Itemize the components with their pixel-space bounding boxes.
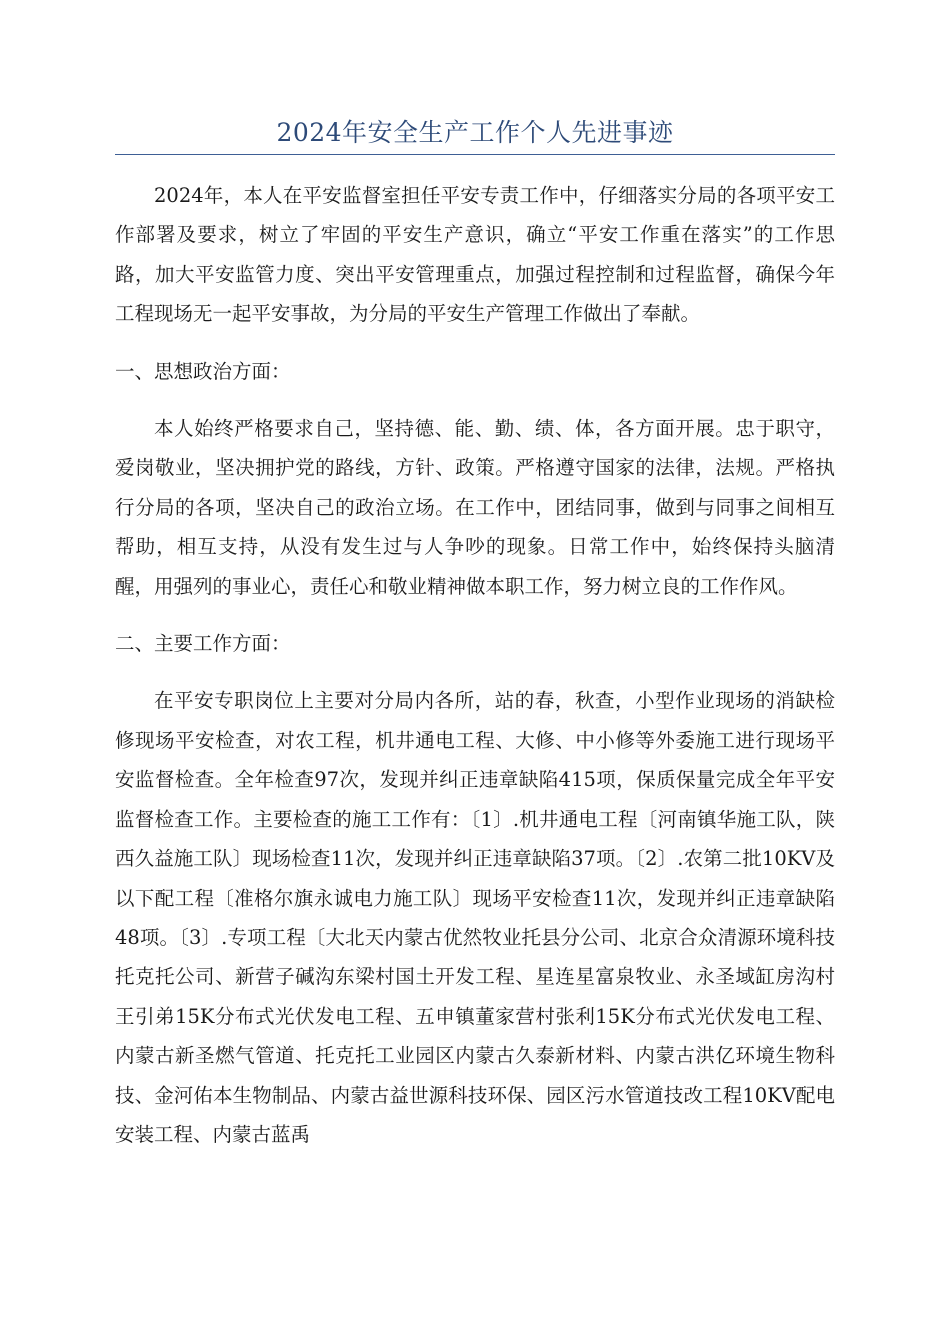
intro-paragraph: 2024年，本人在平安监督室担任平安专责工作中，仔细落实分局的各项平安工作部署及要求，树立了牢固的平安生产意识，确立“平安工作重在落实”的工作思路，加大平安监管力度、突出平安管理重点，加强过程控制和过程监督，确保今年工程现场无一起平安事故，为分局的平安生产管理工作做出了奉献。	[115, 184, 835, 326]
paragraph-gap	[115, 663, 835, 681]
section1-heading: 一、思想政治方面：	[115, 359, 291, 383]
paragraph-gap	[115, 334, 835, 352]
document-title: 2024年安全生产工作个人先进事迹	[276, 118, 674, 147]
section1-paragraph: 本人始终严格要求自己，坚持德、能、勤、绩、体，各方面开展。忠于职守，爱岗敬业，坚决拥护党的路线，方针、政策。严格遵守国家的法律，法规。严格执行分局的各项，坚决自己的政治立场。在工作中，团结同事，做到与同事之间相互帮助，相互支持，从没有发生过与人争吵的现象。日常工作中，始终保持头脑清醒，用强列的事业心，责任心和敬业精神做本职工作，努力树立良的工作作风。	[115, 417, 835, 598]
paragraph-gap	[115, 606, 835, 624]
title-underline	[115, 154, 835, 155]
paragraph-gap	[115, 391, 835, 409]
section2-paragraph: 在平安专职岗位上主要对分局内各所，站的春，秋查，小型作业现场的消缺检修现场平安检查，对农工程，机井通电工程、大修、中小修等外委施工进行现场平安监督检查。全年检查97次，发现并纠正违章缺陷415项，保质保量完成全年平安监督检查工作。主要检查的施工工作有：〔1〕.机井通电工程〔河南镇华施工队，陕西久益施工队〕现场检查11次，发现并纠正违章缺陷37项。〔2〕.农第二批10KV及以下配工程〔准格尔旗永诚电力施工队〕现场平安检查11次，发现并纠正违章缺陷48项。〔3〕.专项工程〔大北天内蒙古优然牧业托县分公司、北京合众清源环境科技托克托公司、新营子碱沟东梁村国土开发工程、星连星富泉牧业、永圣域缸房沟村王引弟15K分布式光伏发电工程、五申镇董家营村张利15K分布式光伏发电工程、内蒙古新圣燃气管道、托克托工业园区内蒙古久泰新材料、内蒙古洪亿环境生物科技、金河佑本生物制品、内蒙古益世源科技环保、园区污水管道技改工程10KV配电安装工程、内蒙古蓝禹	[115, 689, 835, 1146]
section2-heading: 二、主要工作方面：	[115, 632, 291, 656]
document-body	[115, 176, 835, 1154]
